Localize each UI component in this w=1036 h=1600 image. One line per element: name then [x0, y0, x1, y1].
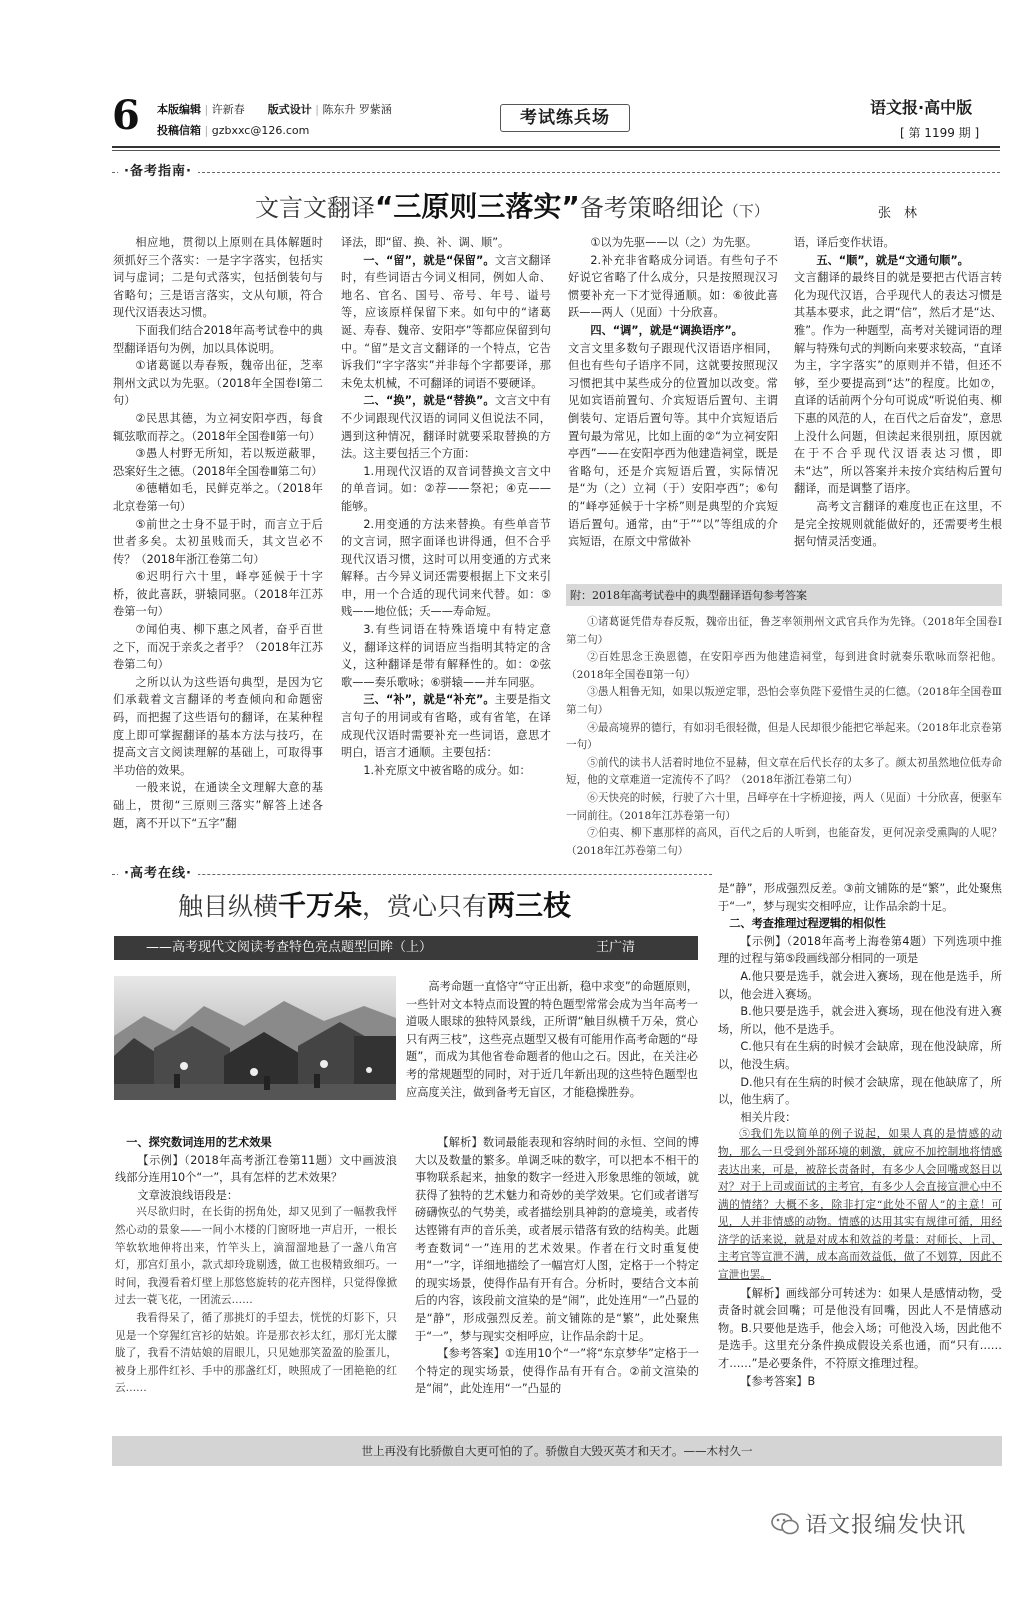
heading-huan: 二、“换”，就是“替换”。	[363, 394, 495, 408]
para: 高考文言翻译的难度也正在这里，不是完全按规则就能做好的，还需要考生根据句情灵活变通。	[794, 499, 1002, 549]
answer-item: ②百姓思念王涣恩德，在安阳亭西为他建造祠堂，每到进食时就奏乐歌咏而祭祀他。（2018年全国卷Ⅱ第一句）	[566, 651, 1002, 681]
heading-tiao: 四、“调”，就是“调换语序”。	[590, 323, 743, 337]
para	[568, 322, 778, 340]
answer-item: ③愚人粗鲁无知，如果以叛逆定罪，恐怕会辜负陛下爱惜生灵的仁德。（2018年全国卷Ⅲ第二句）	[566, 686, 1002, 716]
article1-title	[255, 188, 769, 230]
option-d: D.他只有在生病的时候才会缺席，现在他缺席了，所以，他生病了。	[718, 1075, 1002, 1107]
para: 相应地，贯彻以上原则在具体解题时须抓好三个落实：一是字字落实，包括实词与虚词；二是句式落实，包括倒装句与省略句；三是语言落实，文从句顺，符合现代汉语表达习惯。	[113, 236, 323, 320]
para: 文言翻译的最终目的就是要把古代语言转化为现代汉语，合乎现代人的表达习惯是其基本要求，此之谓“信”，然后才是“达、雅”。作为一种题型，高考对关键词语的理解与特殊句式的判断向来要求较高，“直译为主，字字落实”的原则并不错，但还不够，至少要提高到“达”的程度。比如⑦，直译的话前两个分句可说成“听说伯夷、柳下惠的风范的人，在百代之后奋发”，意思上没什么问题，但读起来很别扭，原因就在于不合乎现代汉语表达习惯，即未“达”，所以答案并未按介宾结构后置句翻译，而是调整了语序。	[794, 271, 1002, 496]
reference-answer: 【参考答案】B	[740, 1374, 816, 1388]
email-address: gzbxxc@126.com	[211, 124, 310, 137]
para	[341, 691, 551, 761]
article1-col4	[794, 234, 1002, 574]
para-text: 主要是指文言句子的用词或有省略，或有省笔，在译成现代汉语时需要补充一些词语，意思才明白，语言才通顺。主要包括：	[341, 693, 551, 760]
section-rule	[112, 172, 1000, 173]
answer-head: 附：2018年高考试卷中的典型翻译语句参考答案	[570, 589, 807, 602]
analysis: 【解析】画线部分可转述为：如果人是感情动物，受责备时就会回嘴；可是他没有回嘴，因此人不是情感动物。B.只要他是选手，他会入场；可他没入场，因此他不是选手。这里充分条件换成假设关系也通，而“只有……才……”是必要条件，不符原文推理过程。	[718, 1286, 1002, 1371]
para-text: 文言文翻译时，有些词语古今词义相同，例如人命、地名、官名、国号、帝号、年号、谥号等，应该原样保留下来。如句中的“诸葛诞、寿春、魏帝、安阳亭”等都应保留到句中。“留”是文言文翻译的一个特点，它告诉我们“字字落实”并非每个字都要译，那未免太机械，不可翻译的词语不要硬译。	[341, 253, 551, 390]
article2-col2	[415, 1134, 699, 1424]
para: 2.用变通的方法来替换。有些单音节的文言词，照字面译也讲得通，但不合乎现代汉语习惯，这时可以用变通的方式来解释。古今异义词还需要根据上下文来引申，用一个合适的现代词来代替。如：⑤贱——地位低；夭——寿命短。	[341, 517, 551, 619]
watermark-text: 语文报编发快讯	[805, 1513, 967, 1538]
title-a: 触目纵横	[178, 892, 279, 921]
heading-liu: 一、“留”，就是“保留”。	[363, 253, 495, 267]
title-main: “三原则三落实”	[375, 190, 580, 223]
para: 是“静”，形成强烈反差。③前文铺陈的是“繁”，此处聚焦于“一”，梦与现实交相呼应，让作品余韵十足。	[718, 882, 1002, 913]
analysis: 【解析】数词最能表现和容纳时间的永恒、空间的博大以及数量的繁多。单调乏味的数字，可以把本不相干的事物联系起来，抽象的数字一经进入形象思维的领域，就获得了独特的艺术魅力和奇妙的美学效果。它们或者谱写磅礴恢弘的气势美，或者描绘别具神韵的意境美，或者传达铿锵有声的音乐美，或者展示错落有致的结构美。此题考查数词“一”连用的艺术效果。作者在行文时重复使用“一”字，详细地描绘了一幅宫灯人图，定格于一个特定的现实场景，使得作品有开有合。分析时，要结合文本前后的内容，该段前文渲染的是“闹”，此处连用“一”凸显的是“静”，形成强烈反差。前文铺陈的是“繁”，此处聚焦于“一”，梦与现实交相呼应，让作品余韵十足。	[415, 1136, 699, 1343]
heading-shun: 五、“顺”，就是“文通句顺”。	[816, 253, 969, 267]
article1-col3	[568, 234, 778, 574]
wechat-icon	[770, 1512, 800, 1536]
example: 【示例】（2018年高考浙江卷第11题）文中画波浪线部分连用10个“一”，具有怎样的艺术效果？	[115, 1153, 397, 1185]
quoted-passage: 兴尽欲归时，在长街的拐角处，却又见到了一幅教我怦然心动的景象——一间小木楼的门窗呀地一声启开，一根长竿软软地伸将出来，竹竿头上，滴溜溜地悬了一盏八角宫灯，那宫灯虽小，款式却玲珑剔透，做工也极精致细巧。一时间，我漫看着灯壁上那悠悠旋转的花卉图样，只觉得像掀过去一蓑飞花，一团流云……	[115, 1206, 397, 1307]
article2-author: 王广清	[596, 940, 636, 955]
option-b: B.他只要是选手，就会进入赛场，现在他没有进入赛场，所以，他不是选手。	[718, 1005, 1002, 1036]
subtitle-bar	[114, 936, 698, 960]
section-label-online: ·高考在线·	[118, 865, 198, 883]
answer-head-bar	[566, 584, 1002, 606]
para: 下面我们结合2018年高考试卷中的典型翻译语句为例，加以具体说明。	[113, 323, 323, 355]
para: 之所以认为这些语句典型，是因为它们承载着文言翻译的考查倾向和命题密码，而把握了这些语句的翻译，在某种程度上即可掌握翻译的基本方法与技巧，在提高文言文阅读理解的基础上，可取得事半功倍的效果。	[113, 675, 323, 777]
heading-bu: 三、“补”，就是“补充”。	[363, 693, 495, 707]
para-text: 文言文中有不少词跟现代汉语的词同义但说法不同，遇到这种情况，翻译时就要采取替换的方法。这主要包括三个方面：	[341, 394, 551, 461]
quoted-passage: ⑤我们先以简单的例子说起，如果人真的是情感的动物，那么一旦受到外部环境的刺激，就应不加控制地将情感表达出来，可是，被辞长责备时，有多少人会回嘴或怒目以对？对于上司或面试的主考官，有多少人会直接宣泄心中不满的情绪？大概不多，除非打定“此处不留人”的主意！可见，人并非情感的动物。情感的达用其实有规律可循，用经济学的话来说，就是对成本和效益的考量：对师长、上司、主考官等宣泄不满，成本高而效益低，做了不划算，因此不宣泄也罢。	[718, 1128, 1002, 1282]
example-sentence: ③愚人村野无所知，若以叛逆蔽罪，恐案好生之德。（2018年全国卷Ⅲ第二句）	[113, 447, 323, 478]
example: 【示例】（2018年高考上海卷第4题）下列选项中推理的过程与第⑤段画线部分相同的一项是	[718, 934, 1002, 966]
editor-line: 本版编辑 | 许新春 版式设计 | 陈东升 罗紫涵	[157, 103, 392, 116]
title-pre: 文言文翻译	[255, 194, 375, 222]
para: 2.补充非省略成分词语。有些句子不好说它省略了什么成分，只是按照现汉习惯要补充一下才觉得通顺。如：⑥彼此喜跃——两人（见面）十分欣喜。	[568, 253, 778, 320]
para: 1.补充原文中被省略的成分。如：	[363, 763, 531, 777]
article2-subtitle: ——高考现代文阅读考查特色亮点题型回眸（上）	[146, 940, 433, 955]
design-names: 陈东升 罗紫涵	[322, 103, 392, 116]
email-label: 投稿信箱	[157, 124, 201, 137]
para	[794, 252, 1002, 270]
article2-title	[178, 886, 571, 930]
answer-item: ⑥天快亮的时候，行驶了六十里，吕峄亭在十字桥迎接，两人（见面）十分欣喜，便驱车一同前往。（2018年江苏卷第一句）	[566, 791, 1002, 822]
editor-label: 本版编辑	[157, 103, 201, 116]
answer-item: ⑦伯夷、柳下惠那样的高风，百代之后的人听到，也能奋发，更何况亲受熏陶的人呢？（2018年江苏卷第二句）	[566, 827, 1002, 857]
example-sentence: ①诸葛诞以寿春叛，魏帝出征，芝率荆州文武以为先驱。（2018年全国卷Ⅰ第二句）	[113, 359, 323, 408]
title-tag: （下）	[723, 202, 769, 220]
title-c: ，赏心只有	[362, 892, 488, 921]
example-sentence: ⑦闻伯夷、柳下惠之风者，奋乎百世之下，而况于亲炙之者乎？（2018年江苏卷第二句）	[113, 623, 323, 672]
option-a: A.他只要是选手，就会进入赛场，现在他是选手，所以，他会进入赛场。	[718, 969, 1002, 1001]
article1-author: 张 林	[878, 206, 918, 221]
heading-numeral	[115, 1134, 397, 1152]
design-label: 版式设计	[267, 103, 312, 116]
heading-logic	[718, 915, 1002, 933]
section-rule-2	[112, 874, 712, 875]
quoted-passage: 我看得呆了，循了那挑灯的手望去，恍恍的灯影下，只见是一个穿猩红宫衫的姑娘。许是那衣衫太红，那灯光太朦胧了，我看不清姑娘的眉眼儿，只见她那笑盈盈的脸蛋儿，被身上那件红衫、手中的那盏红灯，映照成了一团艳艳的红云……	[115, 1311, 397, 1395]
page-number: 6	[112, 92, 140, 139]
article2-intro	[406, 978, 698, 1100]
footer-quote-bar	[112, 1436, 1002, 1466]
para: 高考命题一直恪守“守正出新，稳中求变”的命题原则，一些针对文本特点而设置的特色题型常常会成为当年高考一道吸人眼球的独特风景线，正所谓“触目纵横千万朵，赏心只有两三枝”，这些亮点题型又极有可能用作高考命题的“母题”，而成为其他省卷命题者的他山之石。因此，在关注必考的常规题型的同时，对于近几年新出现的这些特色题型也应高度关注，做到备考无盲区，才能稳操胜券。	[406, 980, 698, 1099]
para: 1.用现代汉语的双音词替换文言文中的单音词。如：②荐——祭祀；④克——能够。	[341, 464, 551, 513]
paper-name: 语文报·高中版	[870, 98, 973, 117]
header-rule-thin	[112, 150, 1000, 151]
para: 一般来说，在通读全文理解大意的基础上，贯彻“三原则三落实”解答上述各题，离不开以下“五字”翻	[113, 781, 323, 830]
ancient-street-illustration	[114, 976, 396, 1100]
article1-col2	[341, 234, 551, 852]
header-rule	[112, 146, 1000, 148]
email-line: 投稿信箱 | gzbxxc@126.com	[157, 124, 310, 137]
answer-item: ④最高境界的德行，有如羽毛很轻微，但是人民却很少能把它举起来。（2018年北京卷第一句）	[566, 721, 1002, 752]
answer-item: ①诸葛诞凭借寿春反叛，魏帝出征，鲁芝率领荆州文武官兵作为先锋。（2018年全国卷Ⅰ第二句）	[566, 616, 1002, 646]
para: 语，译后变作状语。	[794, 236, 895, 249]
para	[341, 392, 551, 462]
watermark	[770, 1508, 966, 1539]
issue-number: [ 第 1199 期 ]	[900, 126, 980, 140]
illustration-image	[114, 976, 396, 1100]
para: 文言文里多数句子跟现代汉语语序相同，但也有些句子语序不同，这就要按照现汉习惯把其中某些成分的位置加以改变。常见如宾语前置句、介宾短语后置句、主谓倒装句、定语后置句等。其中介宾短语后置句最为常见，比如上面的②“为立祠安阳亭西”——在安阳亭西为他建造祠堂，既是省略句，还是介宾短语后置，实际情况是“为（之）立祠（于）安阳亭西”；⑥句的“峄亭延候于十字桥”则是典型的介宾短语后置句。通常，由“于”“以”等组成的介宾短语，在原文中常做补	[568, 341, 778, 549]
reference-answer: 【参考答案】①连用10个“一”将“东京梦华”定格于一个特定的现实场景，使得作品有开有合。②前文渲染的是“闹”，此处连用“一”凸显的	[415, 1347, 699, 1396]
column-title: 考试练兵场	[520, 108, 610, 128]
example-sentence: ②民思其德，为立祠安阳亭西，每食辄弦歌而荐之。（2018年全国卷Ⅱ第一句）	[113, 411, 323, 443]
para: 3.有些词语在特殊语境中有特定意义，翻译这样的词语应当指明其特定的含义，这种翻译是带有解释性的。如：②弦歌——奏乐歌咏；⑥骈辕——并车同驱。	[341, 623, 551, 689]
option-c: C.他只有在生病的时候才会缺席，现在他没缺席，所以，他没生病。	[718, 1040, 1002, 1071]
column-title-box	[500, 104, 630, 132]
heading-text: 一、探究数词连用的艺术效果	[126, 1136, 272, 1149]
title-d: 两三枝	[487, 889, 572, 922]
example-sentence: ⑤前世之士身不显于时，而言立于后世者多矣。太初虽贱而夭，其文岂必不传？（2018年浙江卷第二句）	[113, 517, 323, 566]
para	[341, 252, 551, 393]
article2-col3	[718, 880, 1002, 1424]
footer-quote: 世上再没有比骄傲自大更可怕的了。骄傲自大毁灭英才和天才。——木村久一	[361, 1444, 753, 1458]
section-label-guide: ·备考指南·	[118, 163, 198, 181]
example-sentence: ⑥迟明行六十里，峄亭延候于十字桥，彼此喜跃，骈辕同驱。（2018年江苏卷第一句）	[113, 570, 323, 619]
para: 译法，即“留、换、补、调、顺”。	[341, 236, 510, 249]
article1-col1	[113, 234, 323, 852]
title-b: 千万朵	[278, 889, 363, 922]
heading-text: 二、考查推理过程逻辑的相似性	[729, 917, 886, 931]
title-post: 备考策略细论	[579, 194, 724, 222]
editor-name: 许新春	[211, 103, 245, 116]
para: 文章波浪线语段是：	[137, 1188, 239, 1202]
answer-item: ⑤前代的读书人活着时地位不显赫，但文章在后代长存的太多了。颜太初虽然地位低寿命短，他的文章难道一定流传不了吗？（2018年浙江卷第二句）	[566, 756, 1002, 787]
related-label: 相关片段：	[740, 1110, 797, 1124]
article2-col1	[115, 1134, 397, 1424]
answer-list	[566, 614, 1002, 858]
para: ①以为先驱——以（之）为先驱。	[590, 236, 758, 249]
example-sentence: ④德輶如毛，民鲜克举之。（2018年北京卷第一句）	[113, 482, 323, 513]
